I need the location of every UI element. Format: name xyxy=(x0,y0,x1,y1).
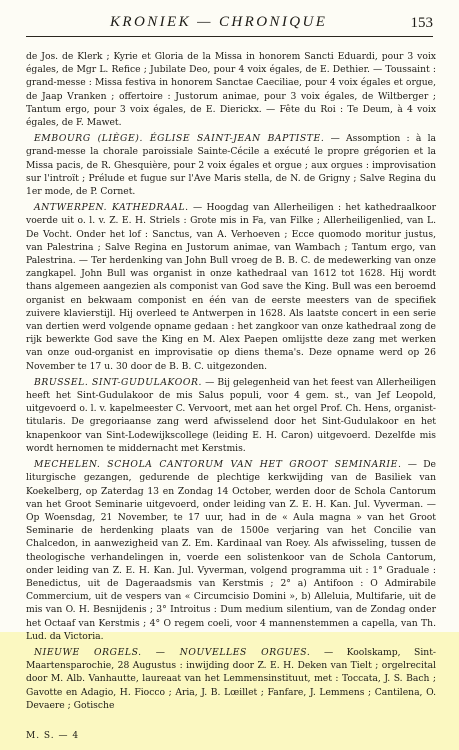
section-heading: EMBOURG (LIÈGE). ÉGLISE SAINT-JEAN BAPTISTE. xyxy=(34,133,325,145)
section-heading: BRUSSEL. SINT-GUDULAKOOR. xyxy=(34,376,203,388)
paragraph-text: de Jos. de Klerk ; Kyrie et Gloria de la Missa in honorem Sancti Eduardi, pour 3 voix égales, de Mgr L. Refice ; Jubilate Deo, pour 4 voix égales, de E. Dethier. — Toussaint : grand-messe : Missa festiva in honorem Sanctae Caeciliae, pour 4 voix égales et orgue, de Jaap Vranken ; offertoire : Justorum animae, pour 3 voix égales, de Wiltberger ; Tantum ergo, pour 3 voix égales, de E. Dierickx. — Fête du Roi : Te Deum, à 4 voix égales, de F. Mawet. xyxy=(26,51,436,129)
signature-text: M. S. — 4 xyxy=(26,731,80,741)
section-mechelen xyxy=(26,458,436,643)
paragraph-text: — Assomption : à la grand-messe la chorale paroissiale Sainte-Cécile a exécuté le propre grégorien et la Missa pacis, de R. Ghesquière, pour 2 voix égales et orgue ; aux orgues : improvisation sur l'introït ; Prélude et fugue sur l'Ave Maris stella, de N. de Grigny ; Salve Regina du 1er mode, de P. Cornet. xyxy=(26,133,436,198)
section-heading: NIEUWE ORGELS. — NOUVELLES ORGUES. xyxy=(34,646,311,658)
running-header xyxy=(0,12,459,38)
section-antwerpen xyxy=(26,201,436,373)
paragraph-toussaint xyxy=(26,50,436,129)
paragraph-text: — De liturgische gezangen, gedurende de plechtige kerkwijding van de Basiliek van Koekelberg, op Zaterdag 13 en Zondag 14 October, werden door de Schola Cantorum van het Groot Seminarie uitgevoerd, onder leiding van Z. E. H. Kan. Jul. Vyverman. — Op Woensdag, 21 November, te 17 uur, had in de « Aula magna » van het Groot Seminarie de herdenking plaats van de 1500e verjaring van het Concilie van Chalcedon, in aanwezigheid van Z. Em. Kardinaal van Roey. Als afwisseling, tussen de theologische verhandelingen in, voerde een solistenkoor van de Schola Cantorum, onder leiding van Z. E. H. Kan. Jul. Vyverman, volgend programma uit : 1° Graduale : Benedictus, uit de Dageraadsmis van Kerstmis ; 2° a) Antifoon : O Admirabile Commercium, uit de vespers van « Circumcisio Domini », b) Alleluia, Multifarie, uit de mis van O. H. Besnijdenis ; 3° Introitus : Dum medium silentium, van de Zondag onder het Octaaf van Kerstmis ; 4° O regem coeli, voor 4 mannenstemmen a capella, van Th. Lud. da Victoria. xyxy=(26,459,436,642)
section-nieuwe-orgels xyxy=(26,646,436,712)
paragraph-text: — Hoogdag van Allerheiligen : het kathedraalkoor voerde uit o. l. v. Z. E. H. Striels : Grote mis in Fa, van Filke ; Allerheiligenlied, van L. De Vocht. Onder het lof : Sanctus, van A. Verhoeven ; Ecce quomodo moritur justus, van Palestrina ; Salve Regina en Justorum animae, van Wambach ; Tantum ergo, van Palestrina. — Ter herdenking van John Bull vroeg de B. B. C. de medewerking van onze zangkapel. John Bull was organist in onze kathedraal van 1612 tot 1628. Hij wordt thans algemeen aangezien als componist van God save the King. Bull was een beroemd organist en bekwaam componist en één van de eerste meesters van de specifiek zuivere klavierstijl. Hij overleed te Antwerpen in 1628. Als laatste concert in een serie van dertien werd volgende opname gedaan : het zangkoor van onze kathedraal zong de rijk bewerkte God save the King en M. Alex Paepen omlijstte deze zang met werken van onze oud-organist en improvisatie op diens thema's. Deze opname werd op 26 November te 17 u. 30 door de B. B. C. uitgezonden. xyxy=(26,202,436,372)
paragraph-text: — Bij gelegenheid van het feest van Allerheiligen heeft het Sint-Gudulakoor de mis Salus populi, voor 4 gem. st., van Jef Leopold, uitgevoerd o. l. v. kapelmeester C. Vervoort, met aan het orgel Prof. Ch. Hens, organist-titularis. De gregoriaanse zang werd afwisselend door het Sint-Gudulakoor en het knapenkoor van Sint-Lodewijkscollege (leiding E. H. Caron) uitgevoerd. Dezelfde mis wordt hernomen te middernacht met Kerstmis. xyxy=(26,376,436,454)
section-embourg xyxy=(26,132,436,198)
paragraph-text: — Koolskamp, Sint-Maartensparochie, 28 Augustus : inwijding door Z. E. H. Deken van Tielt ; orgelrecital door M. Alb. Vanhautte, laureaat van het Lemmensinstituut, met : Toccata, J. S. Bach ; Gavotte en Adagio, H. Fiocco ; Aria, J. B. Lœillet ; Fanfare, J. Lemmens ; Cantilena, O. Devaere ; Gotische xyxy=(26,646,436,711)
page-body xyxy=(26,50,436,713)
header-rule xyxy=(26,36,433,37)
page-number: 153 xyxy=(410,15,433,31)
section-heading: MECHELEN. SCHOLA CANTORUM VAN HET GROOT SEMINARIE. xyxy=(34,459,402,471)
section-brussel xyxy=(26,376,436,455)
section-heading: ANTWERPEN. KATHEDRAAL. xyxy=(34,202,189,214)
signature-mark xyxy=(26,731,79,741)
header-title: KRONIEK — CHRONIQUE xyxy=(110,14,328,30)
